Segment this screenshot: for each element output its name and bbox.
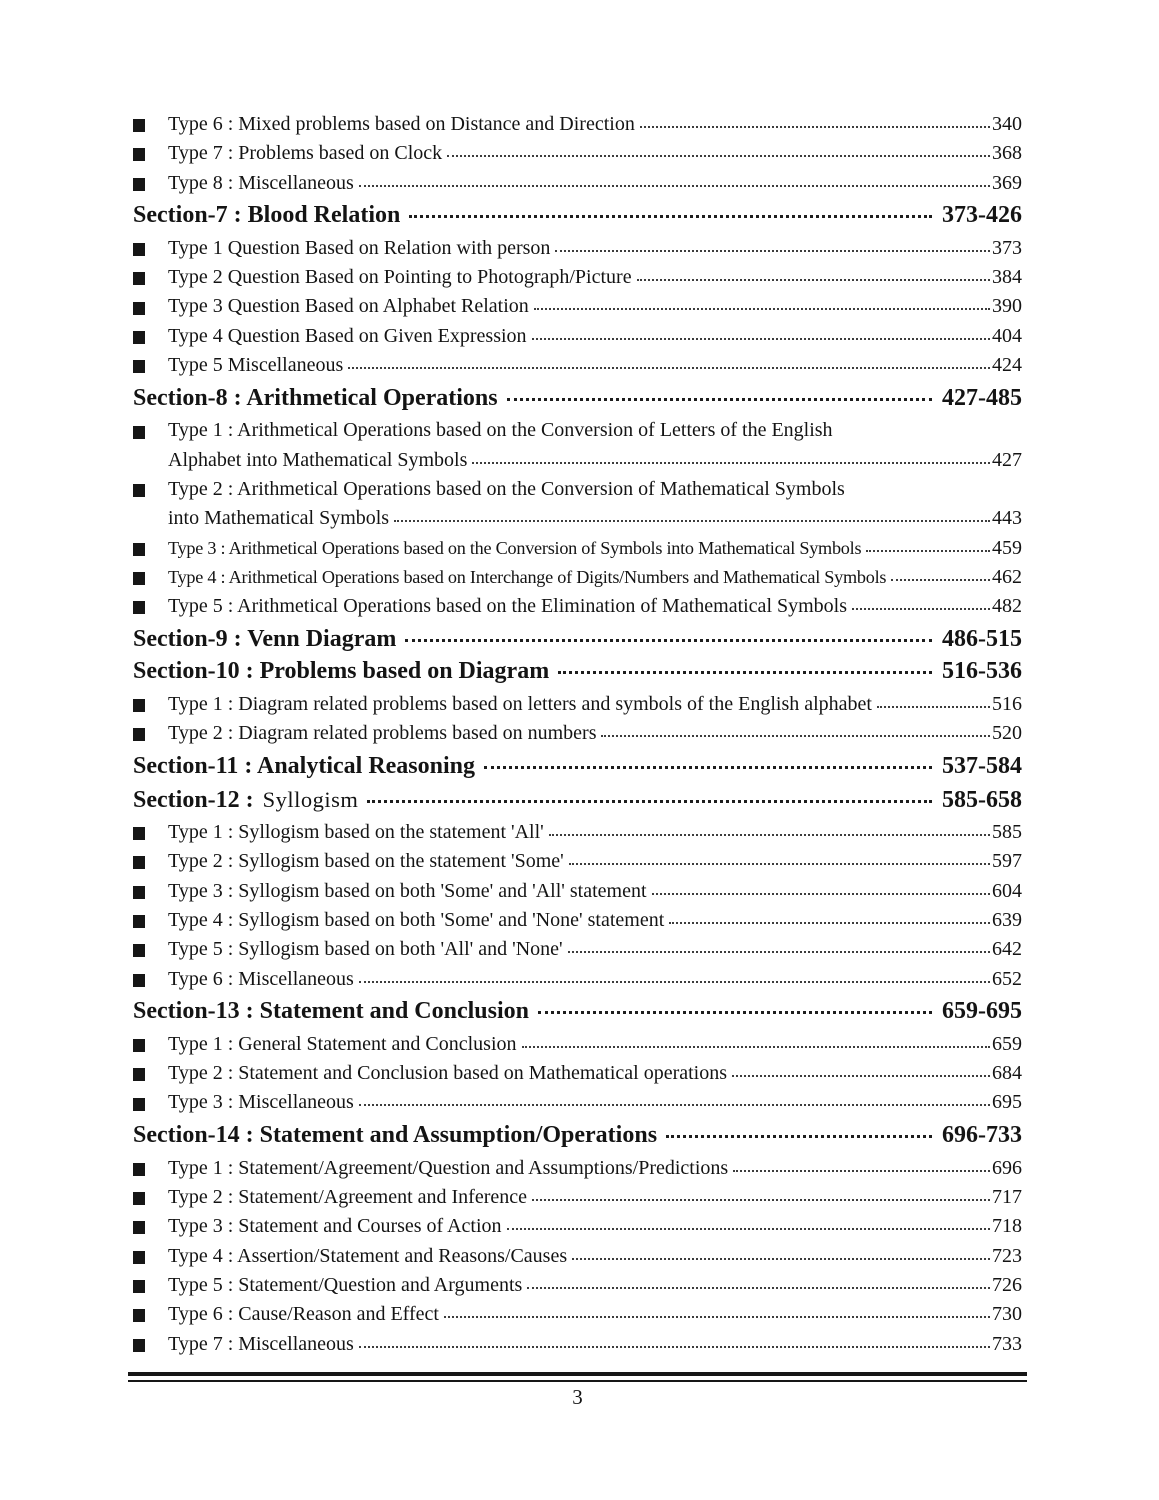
toc-section-page-range: 696-733 — [942, 1122, 1022, 1149]
toc-item-label: Type 2 : Statement and Conclusion based on Mathematical operations — [168, 1062, 728, 1085]
toc-item — [133, 847, 1022, 876]
toc-item — [133, 322, 1022, 351]
toc-item-label: Type 1 : Statement/Agreement/Question and Assumptions/Predictions — [168, 1156, 729, 1179]
toc-item-page: 730 — [992, 1303, 1022, 1326]
dot-leader — [640, 126, 990, 128]
bullet-square-icon — [133, 1339, 145, 1352]
bullet-square-icon — [133, 484, 145, 497]
toc-section-label: Section-9 : Venn Diagram — [133, 625, 397, 652]
toc-item-label: Type 1 : Arithmetical Operations based on the Conversion of Letters of the English — [168, 419, 833, 442]
toc-item-page: 652 — [992, 967, 1022, 990]
toc-item — [133, 534, 1022, 563]
toc-item-continuation — [133, 504, 1022, 533]
toc-item-label: Type 4 Question Based on Given Expression — [168, 324, 527, 347]
dot-leader — [549, 834, 990, 836]
dot-leader — [891, 579, 990, 581]
toc-item-label: Type 3 : Miscellaneous — [168, 1091, 354, 1114]
toc-item-label: Type 6 : Cause/Reason and Effect — [168, 1303, 439, 1326]
toc-section-heading — [133, 625, 1022, 654]
dot-leader — [527, 1287, 990, 1289]
toc-item-page: 726 — [992, 1273, 1022, 1296]
toc-item — [133, 169, 1022, 198]
dot-leader — [866, 550, 990, 552]
dot-leader — [359, 1346, 990, 1348]
bullet-square-icon — [133, 1163, 145, 1176]
toc-section-heading — [133, 384, 1022, 413]
toc-item — [133, 263, 1022, 292]
dot-leader — [348, 367, 990, 369]
dot-leader — [507, 398, 932, 401]
toc-item-page: 384 — [992, 266, 1022, 289]
bullet-square-icon — [133, 360, 145, 373]
toc-item-label: Type 7 : Problems based on Clock — [168, 142, 443, 165]
toc-section-page-range: 659-695 — [942, 998, 1022, 1025]
dot-leader — [637, 279, 990, 281]
footer-rule — [128, 1372, 1027, 1382]
dot-leader — [669, 922, 990, 924]
toc-item-page: 642 — [992, 938, 1022, 961]
toc-item — [133, 416, 1022, 445]
toc-section-heading — [133, 1121, 1022, 1150]
bullet-square-icon — [133, 601, 145, 614]
toc-item-label: Type 3 : Statement and Courses of Action — [168, 1215, 502, 1238]
toc-item — [133, 877, 1022, 906]
toc-item-page: 482 — [992, 595, 1022, 618]
dot-leader — [601, 735, 990, 737]
toc-item-label: into Mathematical Symbols — [168, 507, 390, 530]
bullet-square-icon — [133, 1068, 145, 1081]
toc-item — [133, 592, 1022, 621]
dot-leader — [666, 1135, 932, 1138]
dot-leader — [394, 520, 990, 522]
toc-item — [133, 475, 1022, 504]
bullet-square-icon — [133, 728, 145, 741]
bullet-square-icon — [133, 148, 145, 161]
toc-item — [133, 1154, 1022, 1183]
toc-item-page: 390 — [992, 295, 1022, 318]
toc-item — [133, 1330, 1022, 1359]
toc-item-page: 516 — [992, 692, 1022, 715]
toc-item-label: Type 4 : Assertion/Statement and Reasons/Causes — [168, 1244, 568, 1267]
dot-leader — [652, 893, 990, 895]
bullet-square-icon — [133, 1098, 145, 1111]
toc-item-page: 520 — [992, 722, 1022, 745]
toc-section-label: Section-7 : Blood Relation — [133, 202, 401, 229]
dot-leader — [538, 1011, 932, 1014]
dot-leader — [359, 1104, 990, 1106]
toc-item — [133, 690, 1022, 719]
toc-item — [133, 234, 1022, 263]
bullet-square-icon — [133, 827, 145, 840]
toc-item-label: Type 4 : Syllogism based on both 'Some' and 'None' statement — [168, 908, 665, 931]
toc-item-page: 659 — [992, 1032, 1022, 1055]
toc-item-label: Type 1 : Diagram related problems based on letters and symbols of the English alphabet — [168, 692, 872, 715]
toc-item-label: Type 3 : Arithmetical Operations based on the Conversion of Symbols into Mathematical Symbols — [168, 537, 862, 558]
dot-leader — [359, 981, 990, 983]
toc-item — [133, 1271, 1022, 1300]
dot-leader — [405, 639, 932, 642]
dot-leader — [568, 951, 990, 953]
toc-item — [133, 110, 1022, 139]
toc-item-page: 695 — [992, 1091, 1022, 1114]
toc-item-page: 459 — [992, 536, 1022, 559]
page-number: 3 — [572, 1384, 583, 1409]
dot-leader — [852, 608, 990, 610]
dot-leader — [569, 863, 990, 865]
dot-leader — [558, 671, 932, 674]
toc-item-page: 597 — [992, 850, 1022, 873]
bullet-square-icon — [133, 178, 145, 191]
toc-item-page: 718 — [992, 1215, 1022, 1238]
toc-item-label: Type 5 : Arithmetical Operations based on the Elimination of Mathematical Symbols — [168, 595, 848, 618]
dot-leader — [532, 338, 990, 340]
dot-leader — [522, 1046, 990, 1048]
toc-item-label: Type 6 : Miscellaneous — [168, 967, 354, 990]
toc-item — [133, 139, 1022, 168]
toc-item — [133, 1030, 1022, 1059]
dot-leader — [877, 706, 990, 708]
toc-section-label: Section-8 : Arithmetical Operations — [133, 384, 498, 411]
toc-section-heading — [133, 201, 1022, 230]
bullet-square-icon — [133, 974, 145, 987]
toc-item-page: 368 — [992, 142, 1022, 165]
toc-item — [133, 935, 1022, 964]
bullet-square-icon — [133, 856, 145, 869]
toc-section-label: Section-11 : Analytical Reasoning — [133, 753, 476, 780]
toc-item-continuation — [133, 446, 1022, 475]
dot-leader — [472, 462, 990, 464]
toc-item-page: 684 — [992, 1062, 1022, 1085]
toc-item — [133, 563, 1022, 592]
toc-item-label: Type 2 : Statement/Agreement and Inference — [168, 1186, 528, 1209]
toc-item-label: Type 2 : Syllogism based on the statement 'Some' — [168, 850, 564, 873]
toc-item-label: Type 5 : Statement/Question and Arguments — [168, 1273, 523, 1296]
toc-item-label: Type 2 : Diagram related problems based on numbers — [168, 722, 597, 745]
toc-item-label: Type 7 : Miscellaneous — [168, 1332, 354, 1355]
bullet-square-icon — [133, 1221, 145, 1234]
dot-leader — [532, 1199, 990, 1201]
toc-item-label: Type 5 : Syllogism based on both 'All' and 'None' — [168, 938, 563, 961]
toc-item-label: Type 2 Question Based on Pointing to Photograph/Picture — [168, 266, 632, 289]
toc-section-page-range: 537-584 — [942, 753, 1022, 780]
toc-section-label: Section-13 : Statement and Conclusion — [133, 998, 530, 1025]
toc-item — [133, 1242, 1022, 1271]
toc-item-label: Type 1 : Syllogism based on the statement 'All' — [168, 821, 544, 844]
toc-item-label: Alphabet into Mathematical Symbols — [168, 448, 468, 471]
bullet-square-icon — [133, 699, 145, 712]
bullet-square-icon — [133, 302, 145, 315]
toc-item — [133, 292, 1022, 321]
toc-section-page-range: 427-485 — [942, 384, 1022, 411]
toc-item-label: Type 4 : Arithmetical Operations based on Interchange of Digits/Numbers and Mathematical Symbols — [168, 566, 887, 587]
toc-section-label: Section-12 : — [133, 786, 254, 813]
toc-section-page-range: 486-515 — [942, 625, 1022, 652]
toc-item — [133, 719, 1022, 748]
dot-leader — [367, 800, 932, 803]
dot-leader — [444, 1316, 990, 1318]
bullet-square-icon — [133, 1251, 145, 1264]
dot-leader — [447, 155, 990, 157]
dot-leader — [484, 766, 932, 769]
toc-section-page-range: 373-426 — [942, 202, 1022, 229]
toc-item-label: Type 3 Question Based on Alphabet Relation — [168, 295, 529, 318]
bullet-square-icon — [133, 915, 145, 928]
toc-item-page: 404 — [992, 324, 1022, 347]
toc-item — [133, 1212, 1022, 1241]
dot-leader — [732, 1075, 990, 1077]
dot-leader — [409, 215, 932, 218]
bullet-square-icon — [133, 331, 145, 344]
bullet-square-icon — [133, 1039, 145, 1052]
toc-item-label: Type 2 : Arithmetical Operations based on the Conversion of Mathematical Symbols — [168, 477, 845, 500]
toc-item — [133, 965, 1022, 994]
toc-item-page: 585 — [992, 821, 1022, 844]
toc-section-label: Section-14 : Statement and Assumption/Operations — [133, 1122, 658, 1149]
toc-item-label: Type 5 Miscellaneous — [168, 354, 344, 377]
toc-item-page: 696 — [992, 1156, 1022, 1179]
toc-list — [133, 110, 1022, 1359]
toc-item — [133, 818, 1022, 847]
toc-item-label: Type 1 Question Based on Relation with person — [168, 236, 551, 259]
toc-item — [133, 1059, 1022, 1088]
toc-section-heading — [133, 997, 1022, 1026]
toc-item-page: 723 — [992, 1244, 1022, 1267]
bullet-square-icon — [133, 272, 145, 285]
toc-item-page: 639 — [992, 908, 1022, 931]
bullet-square-icon — [133, 1280, 145, 1293]
bullet-square-icon — [133, 1309, 145, 1322]
toc-item-label: Type 6 : Mixed problems based on Distance and Direction — [168, 113, 635, 135]
toc-section-page-range: 585-658 — [942, 786, 1022, 813]
bullet-square-icon — [133, 944, 145, 957]
bullet-square-icon — [133, 543, 145, 556]
toc-item — [133, 351, 1022, 380]
bullet-square-icon — [133, 243, 145, 256]
toc-item-page: 443 — [992, 507, 1022, 530]
bullet-square-icon — [133, 1192, 145, 1205]
toc-item-label: Type 8 : Miscellaneous — [168, 171, 354, 194]
bullet-square-icon — [133, 426, 145, 439]
toc-item-label: Type 1 : General Statement and Conclusion — [168, 1032, 517, 1055]
dot-leader — [534, 308, 990, 310]
dot-leader — [733, 1170, 990, 1172]
bullet-square-icon — [133, 119, 145, 132]
toc-section-label-light: Syllogism — [262, 786, 359, 812]
toc-item — [133, 1300, 1022, 1329]
toc-item — [133, 1088, 1022, 1117]
toc-item — [133, 906, 1022, 935]
toc-item-page: 424 — [992, 354, 1022, 377]
toc-item-page: 717 — [992, 1186, 1022, 1209]
toc-item-page: 427 — [992, 448, 1022, 471]
toc-section-heading — [133, 657, 1022, 686]
dot-leader — [555, 250, 990, 252]
bullet-square-icon — [133, 886, 145, 899]
toc-section-page-range: 516-536 — [942, 658, 1022, 685]
toc-item-page: 462 — [992, 565, 1022, 588]
toc-section-heading — [133, 752, 1022, 781]
toc-item-page: 373 — [992, 236, 1022, 259]
dot-leader — [507, 1228, 990, 1230]
toc-item — [133, 1183, 1022, 1212]
dot-leader — [572, 1258, 990, 1260]
toc-item-page: 604 — [992, 879, 1022, 902]
toc-section-label: Section-10 : Problems based on Diagram — [133, 658, 550, 685]
toc-item-page: 340 — [992, 113, 1022, 135]
toc-section-heading — [133, 785, 1022, 815]
toc-item-page: 733 — [992, 1332, 1022, 1355]
dot-leader — [359, 185, 990, 187]
toc-item-label: Type 3 : Syllogism based on both 'Some' and 'All' statement — [168, 879, 647, 902]
toc-item-page: 369 — [992, 171, 1022, 194]
bullet-square-icon — [133, 572, 145, 585]
